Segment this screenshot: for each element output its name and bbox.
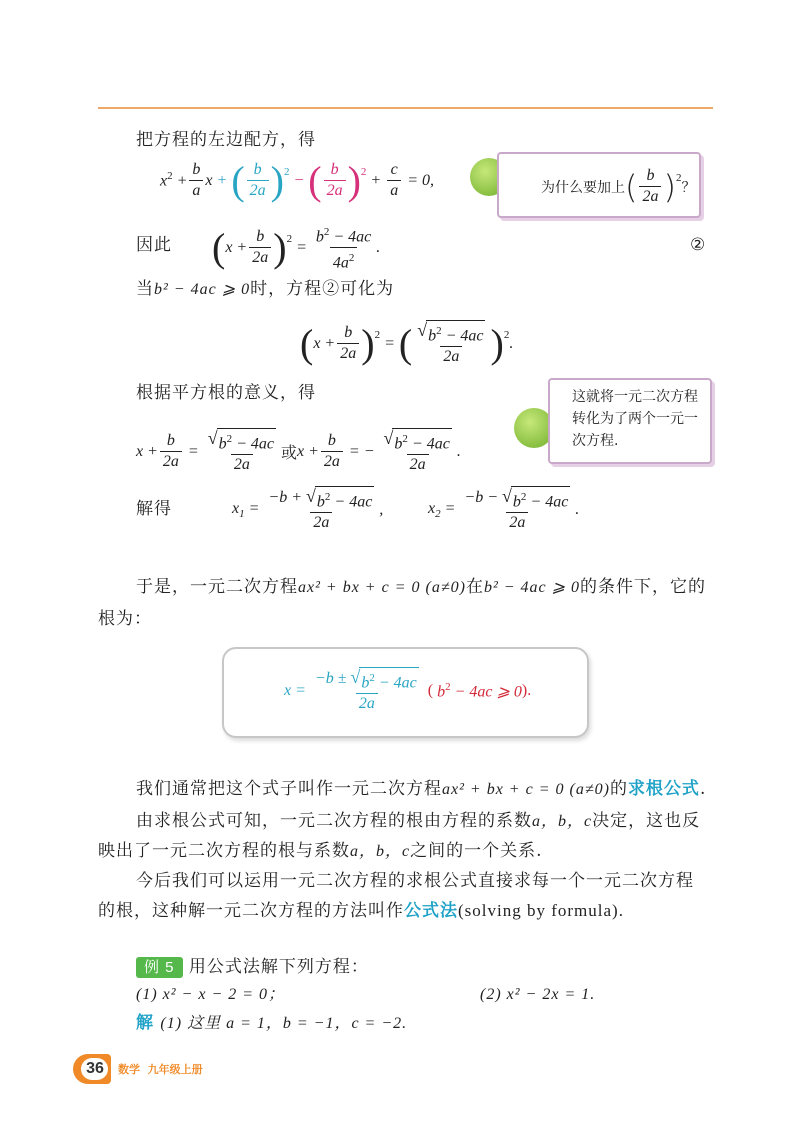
paragraph-1 xyxy=(136,776,706,803)
when-suffix: 时，方程②可化为 xyxy=(250,279,395,299)
footer-book-title: 数学 xyxy=(118,1063,140,1076)
paragraph-3 xyxy=(98,838,543,865)
callout-convert xyxy=(548,378,712,464)
solution-text: (1) 这里 a = 1，b = −1，c = −2. xyxy=(160,1015,408,1032)
footer-grade: 九年级上册 xyxy=(147,1063,203,1076)
p3-text-b: 之间的一个关系. xyxy=(410,841,543,861)
when-condition: b² − 4ac ⩾ 0 xyxy=(154,281,251,298)
p1-text-b: 的 xyxy=(609,779,628,799)
solution-line xyxy=(136,1010,407,1037)
example-badge: 例 5 xyxy=(136,957,183,978)
example-text: 用公式法解下列方程： xyxy=(188,957,369,977)
roots-are-line: 根为： xyxy=(98,609,152,629)
discriminant-condition: b² − 4ac ⩾ 0 xyxy=(483,579,581,596)
header-rule xyxy=(98,107,713,109)
thus-part-b: 在 xyxy=(465,577,484,597)
root-x1: $x_1$ = −b + √ $b^2 - 4ac$ 2a , xyxy=(232,486,384,532)
p5-text-b: (solving by formula). xyxy=(458,901,624,920)
p1-end: . xyxy=(699,779,707,799)
by-sqrt-line: 根据平方根的意义，得 xyxy=(136,383,316,403)
general-equation: ax² + bx + c = 0 (a≠0) xyxy=(298,579,466,596)
footer-book xyxy=(118,1061,203,1077)
equation-number-2: ② xyxy=(690,235,707,255)
paragraph-5 xyxy=(98,898,624,924)
page-number-badge xyxy=(73,1054,111,1084)
two-linear-equations: x + $\frac{b}{2a}$ = √ $b^2 - 4ac$ 2a 或 x + $\frac{b}{2a}$ = − √ $b^2 - 4ac$ 2a . xyxy=(136,428,461,474)
or-word: 或 xyxy=(281,443,298,463)
p3-text: 映出了一元二次方程的根与系数 xyxy=(98,841,350,861)
when-prefix: 当 xyxy=(136,279,154,299)
when-line xyxy=(136,276,394,303)
p3-vars: a，b，c xyxy=(350,843,411,860)
p2-text-b: 决定，这也反 xyxy=(592,811,701,831)
sqrt-form-equation: ( x + $\frac{b}{2a}$ ) 2 = ( √ $b^2 - 4ac$ 2a ) 2 . xyxy=(300,320,514,366)
example-problem-1: (1) x² − x − 2 = 0； xyxy=(136,986,286,1003)
example-problem-2: (2) x² − 2x = 1. xyxy=(480,986,596,1003)
quadratic-formula-box xyxy=(222,647,589,738)
callout-why-prefix: 为什么要加上 xyxy=(541,179,625,196)
therefore-label: 因此 xyxy=(136,235,172,255)
thus-line xyxy=(136,574,706,601)
paragraph-2 xyxy=(136,808,700,835)
solution-label: 解 xyxy=(136,1013,154,1033)
root-x2: $x_2$ = −b − √ $b^2 - 4ac$ 2a . xyxy=(428,486,580,532)
p1-text: 我们通常把这个式子叫作一元二次方程 xyxy=(136,779,442,799)
callout-why-suffix: ？ xyxy=(681,179,696,196)
term-formula-method: 公式法 xyxy=(404,901,458,921)
thus-part-a: 于是，一元二次方程 xyxy=(136,577,298,597)
callout-convert-text: 这就将一元二次方程转化为了两个一元一次方程. xyxy=(572,389,698,449)
paragraph-4: 今后我们可以运用一元二次方程的求根公式直接求每一个一元二次方程 xyxy=(136,871,694,891)
quadratic-formula: x = −b ± √ $b^2 - 4ac$ 2a ( $b^2 - 4ac$ ⩾ 0 ). xyxy=(284,667,532,713)
callout-why: 为什么要加上 ( $\frac{b}{2a}$ ) 2 ？ xyxy=(497,152,701,218)
example-5-header xyxy=(136,954,369,981)
completing-square-equation: $x^2$ + $\frac{b}{a}$ x + ( $\frac{b}{2a}$ ) 2 − ( $\frac{b}{2a}$ ) 2 + $\frac{c}{a}$ = 0, xyxy=(160,157,435,203)
p1-equation: ax² + bx + c = 0 (a≠0) xyxy=(442,781,610,798)
equation-2: ( x + $\frac{b}{2a}$ ) 2 = $\frac{b^2 - 4ac}{4a^2}$ . xyxy=(212,224,381,272)
term-root-formula: 求根公式 xyxy=(627,779,700,799)
thus-part-c: 的条件下，它的 xyxy=(580,577,707,597)
page-number: 36 xyxy=(86,1060,104,1077)
p5-text: 的根，这种解一元二次方程的方法叫作 xyxy=(98,901,404,921)
solve-label: 解得 xyxy=(136,499,172,519)
p2-text: 由求根公式可知，一元二次方程的根由方程的系数 xyxy=(136,811,532,831)
p2-vars: a，b，c xyxy=(532,813,593,830)
intro-line: 把方程的左边配方，得 xyxy=(136,130,316,150)
